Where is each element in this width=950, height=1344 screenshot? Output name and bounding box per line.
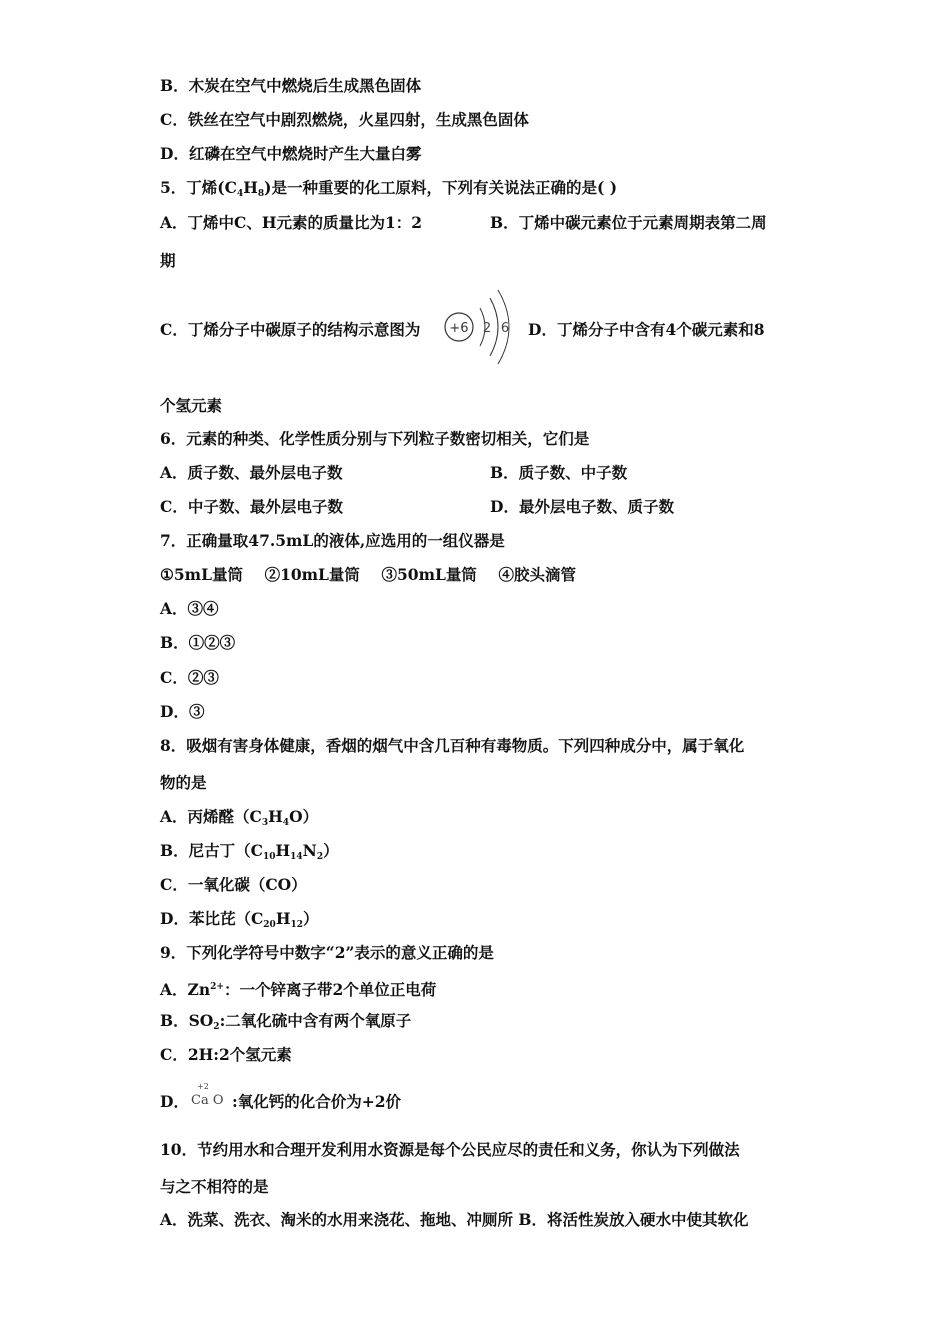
q10-stem: 10．节约用水和合理开发利用水资源是每个公民应尽的责任和义务，你认为下列做法 bbox=[160, 1140, 740, 1159]
q9-option-d-text: :氧化钙的化合价为+2价 bbox=[232, 1092, 401, 1111]
q7-option-c: C．②③ bbox=[160, 668, 219, 687]
q6-stem: 6．元素的种类、化学性质分别与下列粒子数密切相关，它们是 bbox=[160, 429, 590, 448]
q6-option-c: C．中子数、最外层电子数 bbox=[160, 497, 343, 516]
q5-option-c: C．丁烯分子中碳原子的结构示意图为 bbox=[160, 320, 421, 339]
q5-option-b: B．丁烯中碳元素位于元素周期表第二周 bbox=[490, 213, 767, 232]
q5-stem: 5．丁烯$(C_4H_8)$是一种重要的化工原料，下列有关说法正确的是( ) bbox=[160, 178, 618, 199]
cao-valence-label: +2 bbox=[197, 1082, 209, 1091]
q9-option-c: C．2H:2个氢元素 bbox=[160, 1045, 292, 1064]
q7-option-d: D．③ bbox=[160, 702, 205, 721]
q5-option-d: D．丁烯分子中含有4个碳元素和8 bbox=[528, 320, 765, 339]
q7-instrument-list: ①5mL量筒 ②10mL量筒 ③50mL量筒 ④胶头滴管 bbox=[160, 565, 576, 584]
q10-options-ab: A．洗菜、洗衣、淘米的水用来浇花、拖地、冲厕所 B．将活性炭放入硬水中使其软化 bbox=[160, 1210, 749, 1229]
carbon-atom-structure-diagram bbox=[440, 286, 520, 366]
q6-option-a: A．质子数、最外层电子数 bbox=[160, 463, 343, 482]
q8-option-b: B．尼古丁$(C_{10}H_{14}N_2)$ bbox=[160, 841, 339, 862]
q4-option-c: C．铁丝在空气中剧烈燃烧，火星四射，生成黑色固体 bbox=[160, 110, 529, 129]
q5-option-a: A．丁烯中C、H元素的质量比为1：2 bbox=[160, 213, 423, 232]
q6-option-b: B．质子数、中子数 bbox=[490, 463, 628, 482]
q7-option-b: B．①②③ bbox=[160, 633, 236, 652]
calcium-oxide-valence-formula bbox=[188, 1081, 228, 1111]
atom-nucleus-charge: +6 bbox=[449, 321, 469, 336]
q5-option-b-continued: 期 bbox=[160, 251, 176, 270]
q4-option-b: B．木炭在空气中燃烧后生成黑色固体 bbox=[160, 76, 422, 95]
q6-option-d: D．最外层电子数、质子数 bbox=[490, 497, 674, 516]
q8-stem: 8．吸烟有害身体健康，香烟的烟气中含几百种有毒物质。下列四种成分中，属于氧化 bbox=[160, 736, 745, 755]
q7-stem: 7．正确量取47.5mL的液体,应选用的一组仪器是 bbox=[160, 531, 505, 550]
q10-stem-continued: 与之不相符的是 bbox=[160, 1177, 269, 1196]
cao-formula-text: Ca O bbox=[191, 1093, 224, 1108]
q5-option-d-continued: 个氢元素 bbox=[160, 396, 223, 415]
q9-option-d-label: D． bbox=[160, 1092, 189, 1111]
q8-stem-continued: 物的是 bbox=[160, 773, 207, 792]
q9-option-b: B．$SO_2$:二氧化硫中含有两个氧原子 bbox=[160, 1011, 412, 1032]
atom-shell-2-electrons: 6 bbox=[500, 321, 510, 336]
q8-option-a: A．丙烯醛$(C_3H_4O)$ bbox=[160, 807, 319, 828]
q8-option-d: D．苯比芘$(C_{20}H_{12})$ bbox=[160, 909, 319, 930]
q9-option-a: A．$Zn^{2+}$：一个锌离子带2个单位正电荷 bbox=[160, 980, 437, 999]
q4-option-d: D．红磷在空气中燃烧时产生大量白雾 bbox=[160, 144, 422, 163]
atom-shell-1-electrons: 2 bbox=[482, 321, 492, 336]
q8-option-c: C．一氧化碳（CO） bbox=[160, 875, 307, 894]
q9-stem: 9．下列化学符号中数字“2”表示的意义正确的是 bbox=[160, 943, 494, 962]
q7-option-a: A．③④ bbox=[160, 599, 219, 618]
